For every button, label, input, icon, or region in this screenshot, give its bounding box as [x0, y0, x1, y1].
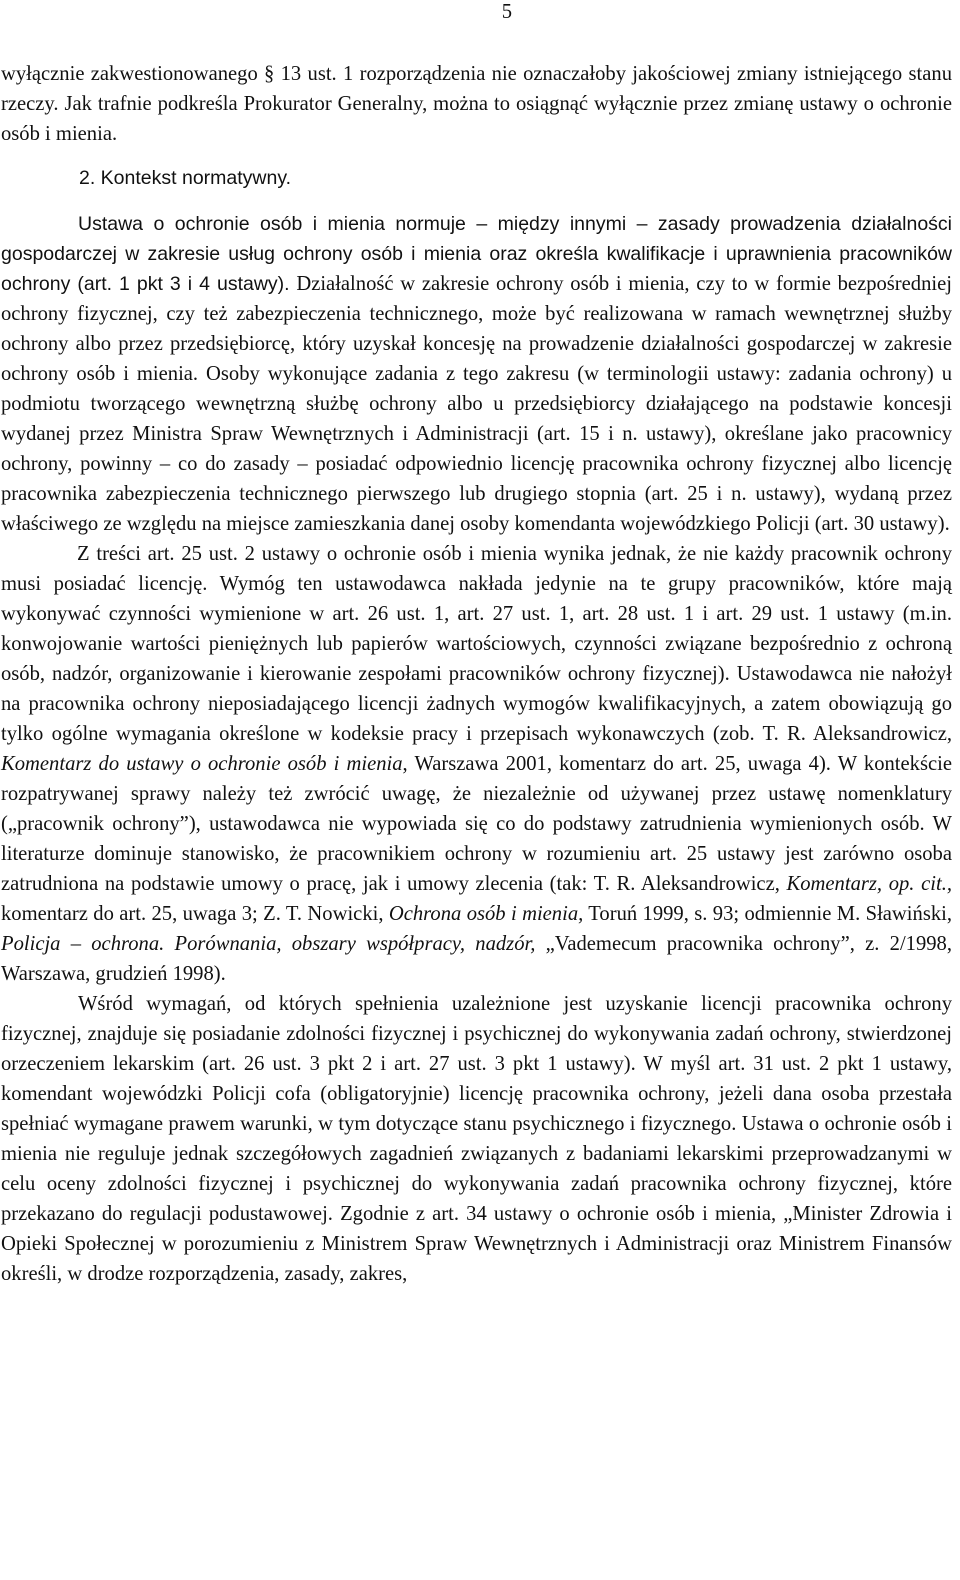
- paragraph-sans-segment: Ustawa o ochronie osób i mienia normuje – między innymi – zasady prowadzenia działalności gospodarczej w zakresie usług ochrony osób i mienia oraz określa kwalifikacje i uprawnienia pracowników ochrony (art. 1 pkt 3 i 4 ustawy).: [1, 213, 952, 295]
- paragraph-licence-requirement: [1, 539, 952, 989]
- citation-title: Ochrona osób i mienia,: [388, 903, 584, 925]
- section-heading: 2. Kontekst normatywny.: [79, 167, 292, 189]
- citation-title: Komentarz do ustawy o ochronie osób i mienia: [1, 753, 403, 775]
- text-segment: Toruń 1999, s. 93; odmiennie M. Sławiński,: [583, 903, 953, 925]
- citation-title: Komentarz, op. cit.,: [786, 873, 952, 895]
- paragraph-serif-segment: Działalność w zakresie ochrony osób i mienia, czy to w formie bezpośredniej ochrony fizycznej, czy też zabezpieczenia technicznego, może być realizowana w ramach wewnętrznej służby ochrony albo przez przedsiębiorcę, który uzyskał koncesję na prowadzenie działalności gospodarczej w zakresie ochrony osób i mienia. Osoby wykonujące zadania z tego zakresu (w terminologii ustawy: zadania ochrony) u podmiotu tworzącego wewnętrzną służbę ochrony albo u przedsiębiorcy działającego na podstawie koncesji wydanej przez Ministra Spraw Wewnętrznych i Administracji (art. 15 i n. ustawy), określane jako pracownicy ochrony, powinny – co do zasady – posiadać odpowiednio licencję pracownika ochrony fizycznej albo licencję pracownika zabezpieczenia technicznego pierwszego lub drugiego stopnia (art. 25 i n. ustawy), wydaną przez właściwego ze względu na miejsce zamieszkania danej osoby komendanta wojewódzkiego Policji (art. 30 ustawy).: [1, 273, 952, 535]
- paragraph-normative-context: [1, 209, 952, 539]
- paragraph-intro: wyłącznie zakwestionowanego § 13 ust. 1 rozporządzenia nie oznaczałoby jakościowej zmiany istniejącego stanu rzeczy. Jak trafnie podkreśla Prokurator Generalny, można to osiągnąć wyłącznie przez zmianę ustawy o ochronie osób i mienia.: [1, 63, 952, 145]
- text-segment: komentarz do art. 25, uwaga 3; Z. T. Nowicki,: [1, 903, 389, 925]
- text-segment: Z treści art. 25 ust. 2 ustawy o ochronie osób i mienia wynika jednak, że nie każdy pracownik ochrony musi posiadać licencję. Wymóg ten ustawodawca nakłada jedynie na te grupy pracowników, które mają wykonywać czynności wymienione w art. 26 ust. 1, art. 27 ust. 1, art. 28 ust. 1 i art. 29 ust. 1 ustawy (m.in. konwojowanie wartości pieniężnych lub papierów wartościowych, czynności związane bezpośrednio z ochroną osób, nadzór, organizowanie i kierowanie zespołami pracowników ochrony fizycznej). Ustawodawca nie nałożył na pracownika ochrony nieposiadającego licencji żadnych wymogów kwalifikacyjnych, a zatem obowiązują go tylko ogólne wymagania określone w kodeksie pracy i przepisach wykonawczych (zob. T. R. Aleksandrowicz,: [1, 543, 952, 745]
- paragraph-medical-requirements: Wśród wymagań, od których spełnienia uzależnione jest uzyskanie licencji pracownika ochrony fizycznej, znajduje się posiadanie zdolności fizycznej i psychicznej do wykonywania zadań ochrony, stwierdzonej orzeczeniem lekarskim (art. 26 ust. 3 pkt 2 i art. 27 ust. 3 pkt 1 ustawy). W myśl art. 31 ust. 2 pkt 1 ustawy, komendant wojewódzki Policji cofa (obligatoryjnie) licencję pracownika ochrony, jeżeli dana osoba przestała spełniać wymagane prawem warunki, w tym dotyczące stanu psychicznego i fizycznego. Ustawa o ochronie osób i mienia nie reguluje jednak szczegółowych zagadnień związanych z badaniami lekarskimi przeprowadzanymi w celu oceny zdolności fizycznej i psychicznej do wykonywania zadań pracownika ochrony fizycznej, które przekazano do regulacji podustawowej. Zgodnie z art. 34 ustawy o ochronie osób i mienia, „Minister Zdrowia i Opieki Społecznej w porozumieniu z Ministrem Spraw Wewnętrznych i Administracji oraz Ministrem Finansów określi, w drodze rozporządzenia, zasady, zakres,: [1, 993, 952, 1285]
- text-segment: „Vademecum pracownika ochrony”, z. 2/1998, Warszawa, grudzień 1998).: [1, 933, 952, 985]
- text-segment: , Warszawa 2001, komentarz do art. 25, uwaga 4). W kontekście rozpatrywanej sprawy należy też zwrócić uwagę, że niezależnie od używanej przez ustawę nomenklatury („pracownik ochrony”), ustawodawca nie wypowiada się co do podstawy zatrudnienia wymienionych osób. W literaturze dominuje stanowisko, że pracownikiem ochrony w rozumieniu art. 25 ustawy jest zarówno osoba zatrudniona na podstawie umowy o pracę, jak i umowy zlecenia (tak: T. R. Aleksandrowicz,: [1, 753, 952, 895]
- citation-title: Policja – ochrona. Porównania, obszary współpracy, nadzór,: [1, 933, 536, 955]
- page-number: 5: [501, 1, 512, 23]
